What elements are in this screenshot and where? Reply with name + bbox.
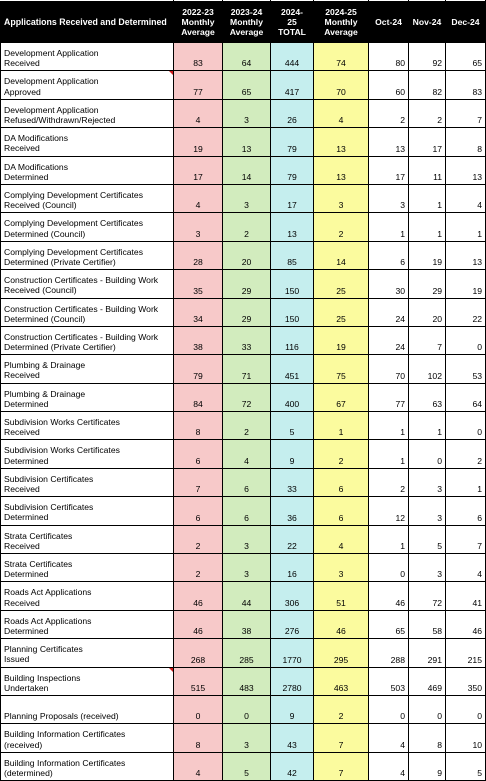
table-cell: 3 xyxy=(409,497,446,525)
table-cell: 58 xyxy=(409,610,446,638)
table-cell: 3 xyxy=(314,554,369,582)
table-row xyxy=(1,326,486,354)
row-label: Planning Proposals (received) xyxy=(1,695,174,723)
table-cell: 4 xyxy=(446,554,486,582)
row-label: Building Information Certificates (received) xyxy=(1,724,174,752)
table-row xyxy=(1,43,486,71)
table-cell: 46 xyxy=(314,610,369,638)
table-cell: 5 xyxy=(223,752,271,780)
table-cell: 13 xyxy=(314,128,369,156)
table-cell: 92 xyxy=(409,43,446,71)
table-cell: 13 xyxy=(271,213,314,241)
table-cell: 463 xyxy=(314,667,369,695)
table-cell: 5 xyxy=(271,412,314,440)
table-cell: 1 xyxy=(409,412,446,440)
table-cell: 79 xyxy=(271,156,314,184)
table-cell: 3 xyxy=(369,184,409,212)
table-cell: 3 xyxy=(409,468,446,496)
table-cell: 6 xyxy=(314,468,369,496)
table-cell: 46 xyxy=(174,610,223,638)
table-cell: 2 xyxy=(174,554,223,582)
table-cell: 77 xyxy=(174,71,223,99)
table-cell: 42 xyxy=(271,752,314,780)
table-cell: 6 xyxy=(223,497,271,525)
row-label: Roads Act Applications Received xyxy=(1,582,174,610)
table-cell: 3 xyxy=(409,554,446,582)
table-cell: 24 xyxy=(369,298,409,326)
row-label: Development Application Approved xyxy=(1,71,174,99)
table-cell: 4 xyxy=(369,724,409,752)
table-cell: 0 xyxy=(446,412,486,440)
table-cell: 1 xyxy=(446,213,486,241)
table-cell: 24 xyxy=(369,326,409,354)
table-cell: 0 xyxy=(446,326,486,354)
table-cell: 4 xyxy=(314,525,369,553)
comment-marker-icon xyxy=(169,668,173,672)
table-cell: 70 xyxy=(369,355,409,383)
table-cell: 65 xyxy=(223,71,271,99)
table-cell: 503 xyxy=(369,667,409,695)
table-cell: 79 xyxy=(271,128,314,156)
table-cell: 46 xyxy=(174,582,223,610)
table-cell: 9 xyxy=(271,695,314,723)
table-cell: 7 xyxy=(314,724,369,752)
row-label: Strata Certificates Received xyxy=(1,525,174,553)
table-cell: 8 xyxy=(174,724,223,752)
table-cell: 46 xyxy=(369,582,409,610)
row-label: Plumbing & Drainage Received xyxy=(1,355,174,383)
table-cell: 8 xyxy=(409,724,446,752)
table-cell: 13 xyxy=(446,156,486,184)
column-header-2023-24-avg: 2023-24 Monthly Average xyxy=(223,1,271,43)
table-cell: 72 xyxy=(223,383,271,411)
table-cell: 0 xyxy=(369,554,409,582)
table-row xyxy=(1,468,486,496)
table-cell: 4 xyxy=(174,99,223,127)
row-label: Strata Certificates Determined xyxy=(1,554,174,582)
table-cell: 1 xyxy=(314,412,369,440)
table-cell: 11 xyxy=(409,156,446,184)
table-cell: 33 xyxy=(271,468,314,496)
table-cell: 2 xyxy=(223,412,271,440)
column-header-2024-25-avg: 2024-25 Monthly Average xyxy=(314,1,369,43)
table-cell: 2 xyxy=(369,99,409,127)
row-label: Roads Act Applications Determined xyxy=(1,610,174,638)
table-cell: 64 xyxy=(223,43,271,71)
table-cell: 17 xyxy=(174,156,223,184)
column-header-oct-24: Oct-24 xyxy=(369,1,409,43)
table-cell: 29 xyxy=(223,270,271,298)
table-cell: 444 xyxy=(271,43,314,71)
column-header-2022-23-avg: 2022-23 Monthly Average xyxy=(174,1,223,43)
table-cell: 4 xyxy=(174,184,223,212)
row-label: Construction Certificates - Building Work Received (Council) xyxy=(1,270,174,298)
table-cell: 67 xyxy=(314,383,369,411)
table-cell: 2 xyxy=(369,468,409,496)
table-row xyxy=(1,497,486,525)
table-cell: 306 xyxy=(271,582,314,610)
table-cell: 9 xyxy=(271,440,314,468)
table-cell: 5 xyxy=(446,752,486,780)
table-cell: 295 xyxy=(314,639,369,667)
table-cell: 17 xyxy=(369,156,409,184)
table-cell: 7 xyxy=(409,326,446,354)
table-cell: 14 xyxy=(314,241,369,269)
table-cell: 0 xyxy=(409,440,446,468)
row-label: Complying Development Certificates Received (Council) xyxy=(1,184,174,212)
table-cell: 350 xyxy=(446,667,486,695)
table-row xyxy=(1,639,486,667)
row-label: Complying Development Certificates Determined (Council) xyxy=(1,213,174,241)
table-cell: 22 xyxy=(446,298,486,326)
table-cell: 17 xyxy=(409,128,446,156)
table-cell: 38 xyxy=(223,610,271,638)
table-cell: 285 xyxy=(223,639,271,667)
table-cell: 102 xyxy=(409,355,446,383)
table-row xyxy=(1,610,486,638)
table-cell: 77 xyxy=(369,383,409,411)
table-cell: 65 xyxy=(369,610,409,638)
table-row xyxy=(1,412,486,440)
table-row xyxy=(1,128,486,156)
table-cell: 35 xyxy=(174,270,223,298)
table-cell: 3 xyxy=(223,554,271,582)
row-label: Subdivision Works Certificates Received xyxy=(1,412,174,440)
table-cell: 1770 xyxy=(271,639,314,667)
table-cell: 6 xyxy=(174,440,223,468)
row-label: Development Application Refused/Withdrawn/Rejected xyxy=(1,99,174,127)
table-cell: 84 xyxy=(174,383,223,411)
table-cell: 515 xyxy=(174,667,223,695)
column-header-nov-24: Nov-24 xyxy=(409,1,446,43)
column-header-dec-24: Dec-24 xyxy=(446,1,486,43)
table-row xyxy=(1,184,486,212)
table-cell: 268 xyxy=(174,639,223,667)
table-cell: 14 xyxy=(223,156,271,184)
table-cell: 4 xyxy=(369,752,409,780)
table-cell: 29 xyxy=(223,298,271,326)
table-cell: 3 xyxy=(223,525,271,553)
table-cell: 4 xyxy=(446,184,486,212)
table-cell: 12 xyxy=(369,497,409,525)
table-cell: 83 xyxy=(174,43,223,71)
row-label: Building Inspections Undertaken xyxy=(1,667,174,695)
table-cell: 8 xyxy=(174,412,223,440)
table-cell: 451 xyxy=(271,355,314,383)
table-cell: 79 xyxy=(174,355,223,383)
table-row xyxy=(1,71,486,99)
table-cell: 85 xyxy=(271,241,314,269)
table-cell: 19 xyxy=(314,326,369,354)
table-row xyxy=(1,724,486,752)
table-cell: 33 xyxy=(223,326,271,354)
table-cell: 2 xyxy=(314,695,369,723)
table-cell: 150 xyxy=(271,298,314,326)
table-row xyxy=(1,99,486,127)
row-label: DA Modifications Determined xyxy=(1,156,174,184)
table-cell: 16 xyxy=(271,554,314,582)
table-cell: 4 xyxy=(223,440,271,468)
table-cell: 43 xyxy=(271,724,314,752)
table-cell: 20 xyxy=(409,298,446,326)
table-cell: 3 xyxy=(314,184,369,212)
row-label: Development Application Received xyxy=(1,43,174,71)
table-cell: 19 xyxy=(174,128,223,156)
row-label: Plumbing & Drainage Determined xyxy=(1,383,174,411)
table-cell: 80 xyxy=(369,43,409,71)
table-cell: 17 xyxy=(271,184,314,212)
table-cell: 2780 xyxy=(271,667,314,695)
table-cell: 2 xyxy=(174,525,223,553)
table-cell: 7 xyxy=(446,525,486,553)
table-cell: 38 xyxy=(174,326,223,354)
table-cell: 51 xyxy=(314,582,369,610)
table-cell: 20 xyxy=(223,241,271,269)
row-label: Construction Certificates - Building Work Determined (Council) xyxy=(1,298,174,326)
table-cell: 6 xyxy=(174,497,223,525)
table-row xyxy=(1,156,486,184)
table-cell: 6 xyxy=(223,468,271,496)
table-cell: 2 xyxy=(409,99,446,127)
table-cell: 13 xyxy=(314,156,369,184)
table-cell: 10 xyxy=(446,724,486,752)
table-cell: 1 xyxy=(369,525,409,553)
table-cell: 28 xyxy=(174,241,223,269)
table-cell: 469 xyxy=(409,667,446,695)
table-body xyxy=(1,43,486,781)
table-cell: 30 xyxy=(369,270,409,298)
table-cell: 4 xyxy=(314,99,369,127)
table-cell: 400 xyxy=(271,383,314,411)
column-header-2024-25-total: 2024- 25 TOTAL xyxy=(271,1,314,43)
table-cell: 44 xyxy=(223,582,271,610)
row-label: Subdivision Certificates Received xyxy=(1,468,174,496)
table-cell: 0 xyxy=(409,695,446,723)
table-cell: 0 xyxy=(223,695,271,723)
row-label: Complying Development Certificates Determined (Private Certifier) xyxy=(1,241,174,269)
table-cell: 0 xyxy=(174,695,223,723)
table-cell: 3 xyxy=(174,213,223,241)
row-label: Building Information Certificates (determined) xyxy=(1,752,174,780)
table-cell: 1 xyxy=(409,213,446,241)
table-cell: 7 xyxy=(446,99,486,127)
table-cell: 83 xyxy=(446,71,486,99)
table-cell: 74 xyxy=(314,43,369,71)
table-cell: 2 xyxy=(314,213,369,241)
row-label: DA Modifications Received xyxy=(1,128,174,156)
table-cell: 2 xyxy=(446,440,486,468)
table-cell: 65 xyxy=(446,43,486,71)
table-cell: 4 xyxy=(174,752,223,780)
table-cell: 150 xyxy=(271,270,314,298)
table-cell: 0 xyxy=(446,695,486,723)
table-cell: 19 xyxy=(446,270,486,298)
comment-marker-icon xyxy=(169,71,173,75)
table-cell: 1 xyxy=(369,412,409,440)
table-cell: 13 xyxy=(446,241,486,269)
table-cell: 1 xyxy=(409,184,446,212)
table-title: Applications Received and Determined xyxy=(1,1,174,43)
row-label: Planning Certificates Issued xyxy=(1,639,174,667)
table-cell: 3 xyxy=(223,184,271,212)
table-cell: 2 xyxy=(223,213,271,241)
table-cell: 29 xyxy=(409,270,446,298)
table-row xyxy=(1,383,486,411)
table-row xyxy=(1,213,486,241)
table-cell: 0 xyxy=(369,695,409,723)
row-label: Subdivision Works Certificates Determined xyxy=(1,440,174,468)
table-cell: 53 xyxy=(446,355,486,383)
table-cell: 3 xyxy=(223,99,271,127)
table-cell: 26 xyxy=(271,99,314,127)
table-cell: 34 xyxy=(174,298,223,326)
table-cell: 2 xyxy=(314,440,369,468)
table-cell: 276 xyxy=(271,610,314,638)
table-cell: 288 xyxy=(369,639,409,667)
table-cell: 46 xyxy=(446,610,486,638)
table-row xyxy=(1,582,486,610)
table-cell: 417 xyxy=(271,71,314,99)
table-row xyxy=(1,355,486,383)
table-cell: 19 xyxy=(409,241,446,269)
table-cell: 25 xyxy=(314,270,369,298)
table-cell: 63 xyxy=(409,383,446,411)
table-cell: 1 xyxy=(369,213,409,241)
table-cell: 1 xyxy=(369,440,409,468)
table-cell: 41 xyxy=(446,582,486,610)
table-cell: 82 xyxy=(409,71,446,99)
table-cell: 72 xyxy=(409,582,446,610)
table-cell: 71 xyxy=(223,355,271,383)
table-cell: 7 xyxy=(314,752,369,780)
table-row xyxy=(1,525,486,553)
table-cell: 7 xyxy=(174,468,223,496)
row-label: Construction Certificates - Building Work Determined (Private Certifier) xyxy=(1,326,174,354)
table-cell: 6 xyxy=(314,497,369,525)
table-cell: 25 xyxy=(314,298,369,326)
table-row xyxy=(1,554,486,582)
table-row xyxy=(1,298,486,326)
table-cell: 1 xyxy=(446,468,486,496)
table-cell: 483 xyxy=(223,667,271,695)
table-cell: 22 xyxy=(271,525,314,553)
table-cell: 36 xyxy=(271,497,314,525)
header-row xyxy=(1,1,486,43)
table-cell: 116 xyxy=(271,326,314,354)
table-cell: 13 xyxy=(223,128,271,156)
table-cell: 60 xyxy=(369,71,409,99)
table-cell: 8 xyxy=(446,128,486,156)
table-row xyxy=(1,667,486,695)
table-row xyxy=(1,752,486,780)
table-row xyxy=(1,270,486,298)
table-cell: 13 xyxy=(369,128,409,156)
table-cell: 291 xyxy=(409,639,446,667)
table-cell: 6 xyxy=(369,241,409,269)
row-label: Subdivision Certificates Determined xyxy=(1,497,174,525)
table-cell: 70 xyxy=(314,71,369,99)
table-cell: 75 xyxy=(314,355,369,383)
table-cell: 6 xyxy=(446,497,486,525)
table-cell: 215 xyxy=(446,639,486,667)
table-cell: 5 xyxy=(409,525,446,553)
table-row xyxy=(1,241,486,269)
table-cell: 3 xyxy=(223,724,271,752)
table-cell: 64 xyxy=(446,383,486,411)
table-cell: 9 xyxy=(409,752,446,780)
table-row xyxy=(1,440,486,468)
